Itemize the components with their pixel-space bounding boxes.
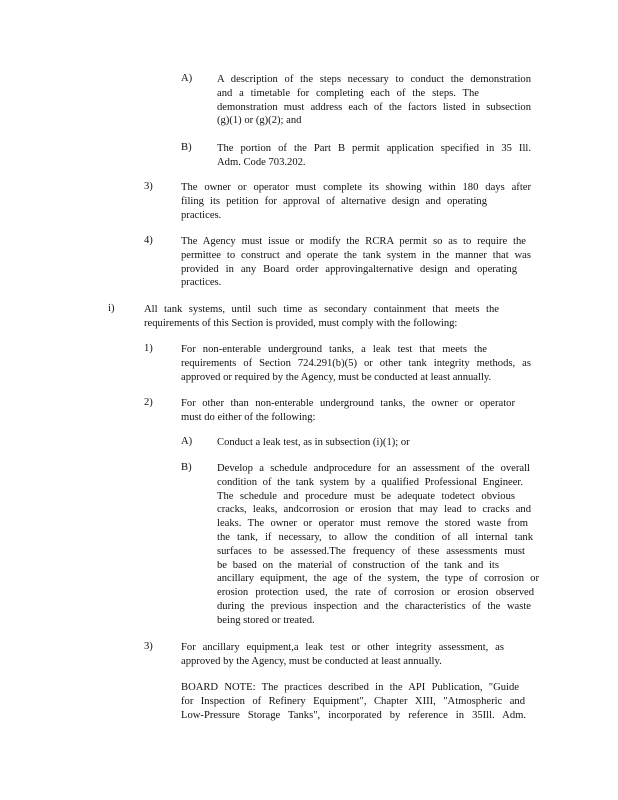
item-text: For other than non-enterable underground tanks, the owner or operator must do either of the following: xyxy=(181,398,515,423)
item-text: The Agency must issue or modify the RCRA permit so as to require the permittee to construct and operate the tank system in the manner that was provided in any Board order approvingalternative design and operating practices. xyxy=(181,236,531,289)
item-text: The portion of the Part B permit application specified in 35 Ill. Adm. Code 703.202. xyxy=(217,143,531,168)
item-text: A description of the steps necessary to conduct the demonstration and a timetable for completing each of the steps. The demonstration must address each of the factors listed in subsection (g)(1) or (g)(2); and xyxy=(217,74,531,127)
item-label: B) xyxy=(181,142,192,153)
item-text: Conduct a leak test, as in subsection (i)(1); or xyxy=(217,437,410,448)
item-label: 4) xyxy=(144,235,153,246)
item-label: A) xyxy=(181,436,193,447)
item-label: 3) xyxy=(144,641,153,652)
item-label: 2) xyxy=(144,397,153,408)
item-label: B) xyxy=(181,462,192,473)
item-text: For non-enterable underground tanks, a leak test that meets the requirements of Section 724.291(b)(5) or other tank integrity methods, as approved or required by the Agency, must be conducted at least annually. xyxy=(181,344,531,383)
item-text: All tank systems, until such time as secondary containment that meets the requirements of this Section is provided, must comply with the following: xyxy=(144,304,499,329)
item-text: For ancillary equipment,a leak test or other integrity assessment, as approved by the Agency, must be conducted at least annually. xyxy=(181,642,504,667)
item-text: BOARD NOTE: The practices described in the API Publication, "Guide for Inspection of Refinery Equipment", Chapter XIII, "Atmospheric and Low-Pressure Storage Tanks", incorporated by reference in 35Ill. Adm. xyxy=(181,682,526,721)
item-label: 3) xyxy=(144,181,153,192)
item-label: A) xyxy=(181,73,193,84)
item-label: i) xyxy=(108,303,115,314)
item-label: 1) xyxy=(144,343,153,354)
item-text: The owner or operator must complete its showing within 180 days after filing its petition for approval of alternative design and operating practices. xyxy=(181,182,531,221)
item-text: Develop a schedule andprocedure for an assessment of the overall condition of the tank system by a qualified Professional Engineer. The schedule and procedure must be adequate todetect obvious cracks, leaks, andcorrosion or erosion that may lead to cracks and leaks. The owner or operator must remove the stored waste from the tank, if necessary, to allow the condition of all internal tank surfaces to be assessed.The frequency of these assessments must be based on the material of construction of the tank and its ancillary equipment, the age of the system, the type of corrosion or erosion protection used, the rate of corrosion or erosion observed during the previous inspection and the characteristics of the waste being stored or treated. xyxy=(217,463,539,626)
